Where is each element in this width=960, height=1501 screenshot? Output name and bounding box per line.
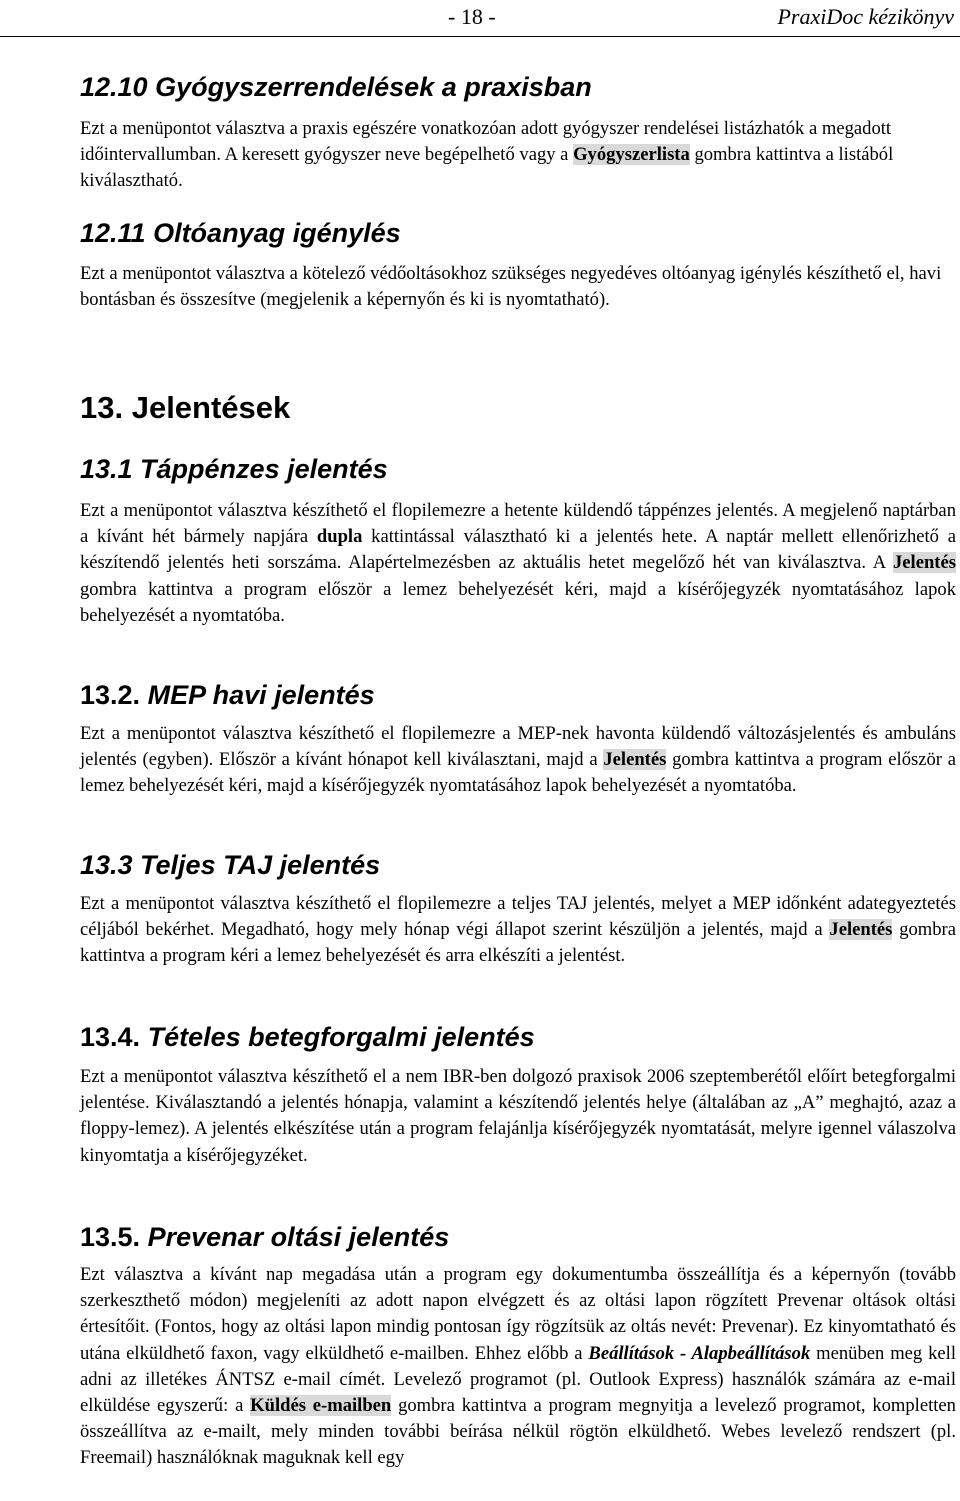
text: menüben meg kell adni az illetékes ÁNTSZ e-mail címét. Levelező programot (pl. Outlook Express) használók számára az e-mail elküldése egyszerű: a [80,1342,956,1417]
page-header [0,0,960,38]
section-number: 13.4. [80,1022,141,1052]
section-number: 13.5. [80,1222,141,1252]
dupla-bold: dupla [316,526,363,548]
heading-13-3: 13.3 Teljes TAJ jelentés [80,850,381,880]
jelentes-button-ref: Jelentés [603,749,667,771]
section-title: MEP havi jelentés [147,680,375,710]
text: kattintással választható ki a jelentés hete. A naptár mellett ellenőrizhető a készítendő jelentés heti sorszáma. Alapértelmezésben az aktuális hetet megelőző hét van kiválasztva. A [80,526,956,574]
text: Ezt a menüpontot választva a praxis egészére vonatkozóan adott gyógyszer rendelései listázhatók a megadott időintervallumban. A keresett gyógyszer neve begépelhető vagy a [80,118,892,166]
kuldes-emailben-button-ref: Küldés e-mailben [250,1395,392,1417]
jelentes-button-ref: Jelentés [893,552,956,574]
chapter-heading-13: 13. Jelentések [80,390,291,425]
heading-13-5 [80,1222,449,1253]
text: gombra kattintva a listából kiválasztható. [80,144,894,192]
page-number: - 18 - [448,4,496,29]
jelentes-button-ref: Jelentés [829,919,893,941]
section-title: Prevenar oltási jelentés [147,1222,450,1252]
menu-path-ref: Beállítások - Alapbeállítások [588,1342,811,1364]
paragraph-12-11: Ezt a menüpontot választva a kötelező védőoltásokhoz szükséges negyedéves oltóanyag igénylés készíthető el, havi bontásban és összesítve (megjelenik a képernyőn és ki is nyomtatható). [80,263,942,311]
text: Ezt a menüpontot választva készíthető el flopilemezre a MEP-nek havonta küldendő változásjelentés és ambuláns jelentés (egyben). Először a kívánt hónapot kell kiválasztani, majd a [80,723,956,771]
running-title: PraxiDoc kézikönyv [777,4,954,29]
section-title: Tételes betegforgalmi jelentés [147,1022,535,1052]
heading-13-1: 13.1 Táppénzes jelentés [80,454,388,484]
section-number: 13.2. [80,680,141,710]
heading-13-4 [80,1022,535,1053]
gyogyszerlista-button-ref: Gyógyszerlista [573,144,690,166]
text: Ezt választva a kívánt nap megadása után a program egy dokumentumba összeállítja és a képernyőn (tovább szerkeszthető módon) megjeleníti az adott napon elvégzett és az oltási lapon rögzített Prevenar oltások oltási értesítőit. (Fontos, hogy az oltási lapon mindig pontosan így rögzítsük az oltás nevét: Prevenar). Ez kinyomtatható és utána elküldhető faxon, vagy elküldhető e-mailben. Ehhez előbb a [80,1264,956,1364]
paragraph-13-1 [80,498,956,629]
paragraph-13-3 [80,891,956,970]
paragraph-12-10 [80,116,956,195]
text: Ezt a menüpontot választva készíthető el flopilemezre a teljes TAJ jelentés, melyet a MEP időnként adategyeztetés céljából bekérhet. Megadható, hogy mely hónap végi állapot szerint készüljön a jelentés, majd a [80,893,956,941]
text: gombra kattintva a program először a lemez behelyezését kéri, majd a kísérőjegyzék nyomtatásához lapok behelyezését a nyomtatóba. [80,578,956,626]
text: Ezt a menüpontot választva készíthető el flopilemezre a hetente küldendő táppénzes jelentés. A megjelenő naptárban a kívánt hét bármely napjára [80,500,956,548]
heading-13-2 [80,680,375,711]
paragraph-13-4: Ezt a menüpontot választva készíthető el a nem IBR-ben dolgozó praxisok 2006 szeptemberétől előírt betegforgalmi jelentése. Kiválasztandó a jelentés hónapja, valamint a készítendő jelentés helye (általában az „A” meghajtó, azaz a floppy-lemez). A jelentés elkészítése után a program felajánlja kísérőjegyzék nyomtatását, melyre igennel válaszolva kinyomtatja a kísérőjegyzéket. [80,1066,956,1166]
text: gombra kattintva a program megnyitja a levelező programot, kompletten összeállítva az e-mailt, mely minden további beírása nélkül rögtön elküldhető. Webes levelező rendszert (pl. Freemail) használóknak maguknak kell egy [80,1395,956,1469]
heading-12-10: 12.10 Gyógyszerrendelések a praxisban [80,72,592,102]
paragraph-13-5 [80,1262,956,1472]
text: gombra kattintva a program először a lemez behelyezését kéri, majd a kísérőjegyzék nyomtatásához lapok behelyezését a nyomtatóba. [80,749,956,797]
header-rule [0,36,960,37]
heading-12-11: 12.11 Oltóanyag igénylés [80,218,401,248]
text: gombra kattintva a program kéri a lemez behelyezését és arra elkészíti a jelentést. [80,919,956,967]
paragraph-13-2 [80,721,956,800]
